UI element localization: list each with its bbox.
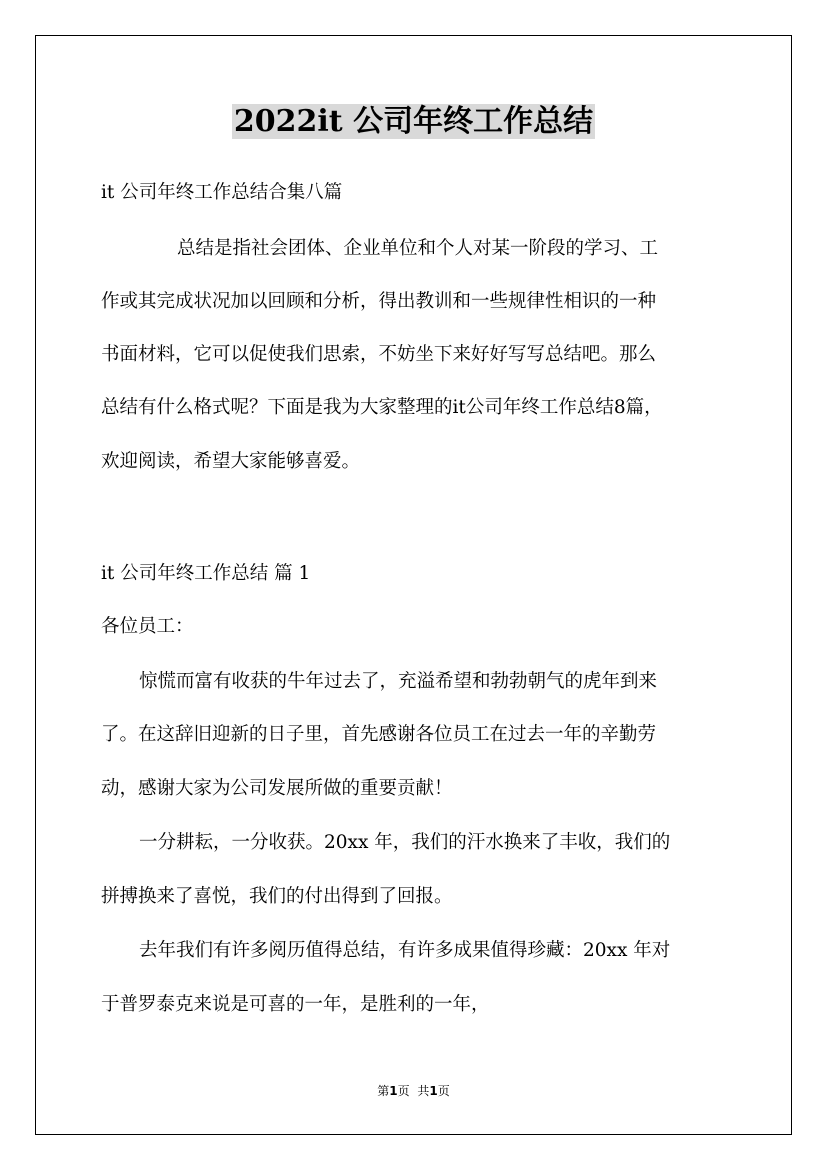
intro-line-1: 总结是指社会团体、企业单位和个人对某一阶段的学习、工 (177, 238, 659, 259)
intro-line-3: 书面材料，它可以促使我们思索，不妨坐下来好好写写总结吧。那么 (101, 344, 657, 365)
document-title (0, 101, 827, 143)
intro-line-4: 总结有什么格式呢？下面是我为大家整理的it公司年终工作总结8篇， (101, 397, 663, 418)
paragraph2-line-1: 一分耕耘，一分收获。20xx 年，我们的汗水换来了丰收，我们的 (139, 832, 671, 853)
paragraph2-line-2: 拼搏换来了喜悦，我们的付出得到了回报。 (101, 886, 453, 907)
document-subtitle: it 公司年终工作总结合集八篇 (101, 182, 343, 203)
page-footer (0, 1082, 827, 1100)
page-suffix: 页 (397, 1084, 410, 1098)
total-prefix: 共 (417, 1084, 430, 1098)
section-heading: it 公司年终工作总结 篇 1 (101, 563, 311, 584)
paragraph1-line-3: 动，感谢大家为公司发展所做的重要贡献！ (101, 778, 453, 799)
paragraph3-line-2: 于普罗泰克来说是可喜的一年，是胜利的一年， (101, 994, 490, 1015)
paragraph1-line-1: 惊慌而富有收获的牛年过去了，充溢希望和勃勃朝气的虎年到来 (139, 671, 658, 692)
paragraph3-line-1: 去年我们有许多阅历值得总结，有许多成果值得珍藏：20xx 年对 (139, 940, 671, 961)
salutation: 各位员工： (101, 616, 194, 637)
intro-line-2: 作或其完成状况加以回顾和分析，得出教训和一些规律性相识的一种 (101, 291, 657, 312)
page-number: 1 (389, 1084, 398, 1098)
total-pages: 1 (429, 1084, 438, 1098)
paragraph1-line-2: 了。在这辞旧迎新的日子里，首先感谢各位员工在过去一年的辛勤劳 (101, 724, 657, 745)
document-title-text: 2022it 公司年终工作总结 (233, 104, 594, 139)
intro-line-5: 欢迎阅读，希望大家能够喜爱。 (101, 451, 361, 472)
page-prefix: 第 (377, 1084, 390, 1098)
total-suffix: 页 (437, 1084, 450, 1098)
